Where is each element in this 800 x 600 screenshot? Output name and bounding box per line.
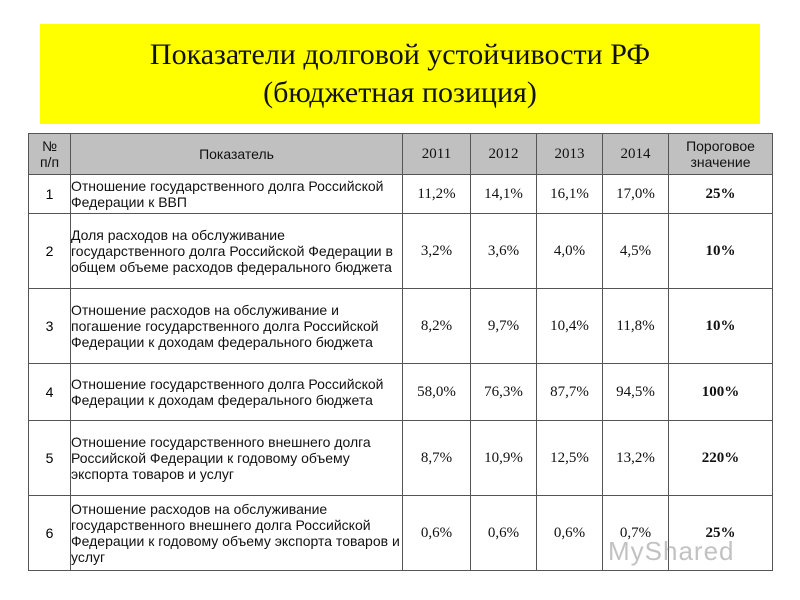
row-num: 1 [29, 175, 71, 214]
table-row [29, 421, 773, 496]
header-2012: 2012 [471, 134, 537, 175]
row-num: 2 [29, 214, 71, 289]
threshold-value: 25% [669, 175, 773, 214]
row-indicator: Отношение расходов на обслуживание и погашение государственного долга Российской Федерации к доходам федерального бюджета [71, 289, 403, 364]
value-2012: 76,3% [471, 364, 537, 421]
value-2012: 3,6% [471, 214, 537, 289]
value-2014: 4,5% [603, 214, 669, 289]
value-2011: 8,2% [403, 289, 471, 364]
row-num: 3 [29, 289, 71, 364]
value-2013: 0,6% [537, 496, 603, 571]
header-num-line1: № [41, 138, 58, 154]
header-threshold [669, 134, 773, 175]
value-2013: 16,1% [537, 175, 603, 214]
row-indicator: Отношение государственного долга Российской Федерации к ВВП [71, 175, 403, 214]
watermark-logo: MyShared [608, 536, 735, 566]
threshold-value: 100% [669, 364, 773, 421]
row-indicator: Отношение государственного внешнего долга Российской Федерации к годовому объему экспорта товаров и услуг [71, 421, 403, 496]
debt-indicators-table [28, 133, 773, 571]
slide-subtitle: (бюджетная позиция) [263, 76, 537, 109]
row-indicator: Доля расходов на обслуживание государственного долга Российской Федерации в общем объеме расходов федерального бюджета [71, 214, 403, 289]
threshold-value: 220% [669, 421, 773, 496]
value-2012: 0,6% [471, 496, 537, 571]
header-2013: 2013 [537, 134, 603, 175]
row-num: 5 [29, 421, 71, 496]
header-threshold-line1: Пороговое [686, 138, 755, 154]
threshold-value: 10% [669, 214, 773, 289]
value-2013: 87,7% [537, 364, 603, 421]
value-2011: 58,0% [403, 364, 471, 421]
table-row [29, 364, 773, 421]
value-2013: 12,5% [537, 421, 603, 496]
value-2014: 94,5% [603, 364, 669, 421]
value-2012: 9,7% [471, 289, 537, 364]
table-header-row [29, 134, 773, 175]
value-2012: 14,1% [471, 175, 537, 214]
row-indicator: Отношение расходов на обслуживание государственного внешнего долга Российской Федерации к годовому объему экспорта товаров и услуг [71, 496, 403, 571]
threshold-value: 25% [669, 496, 773, 571]
value-2011: 8,7% [403, 421, 471, 496]
table-row [29, 214, 773, 289]
header-num-line2: п/п [39, 154, 60, 170]
value-2012: 10,9% [471, 421, 537, 496]
table-row [29, 175, 773, 214]
row-num: 6 [29, 496, 71, 571]
value-2014: 17,0% [603, 175, 669, 214]
header-2011: 2011 [403, 134, 471, 175]
value-2011: 11,2% [403, 175, 471, 214]
header-2014: 2014 [603, 134, 669, 175]
header-indicator: Показатель [71, 134, 403, 175]
value-2011: 0,6% [403, 496, 471, 571]
value-2014: 13,2% [603, 421, 669, 496]
table-row [29, 289, 773, 364]
value-2011: 3,2% [403, 214, 471, 289]
header-threshold-line2: значение [690, 154, 751, 170]
row-indicator: Отношение государственного долга Российской Федерации к доходам федерального бюджета [71, 364, 403, 421]
value-2014: 0,7% [603, 496, 669, 571]
threshold-value: 10% [669, 289, 773, 364]
value-2013: 10,4% [537, 289, 603, 364]
slide-title: Показатели долговой устойчивости РФ [149, 38, 651, 71]
row-num: 4 [29, 364, 71, 421]
value-2013: 4,0% [537, 214, 603, 289]
slide-title-banner [40, 24, 760, 124]
value-2014: 11,8% [603, 289, 669, 364]
header-num [29, 134, 71, 175]
